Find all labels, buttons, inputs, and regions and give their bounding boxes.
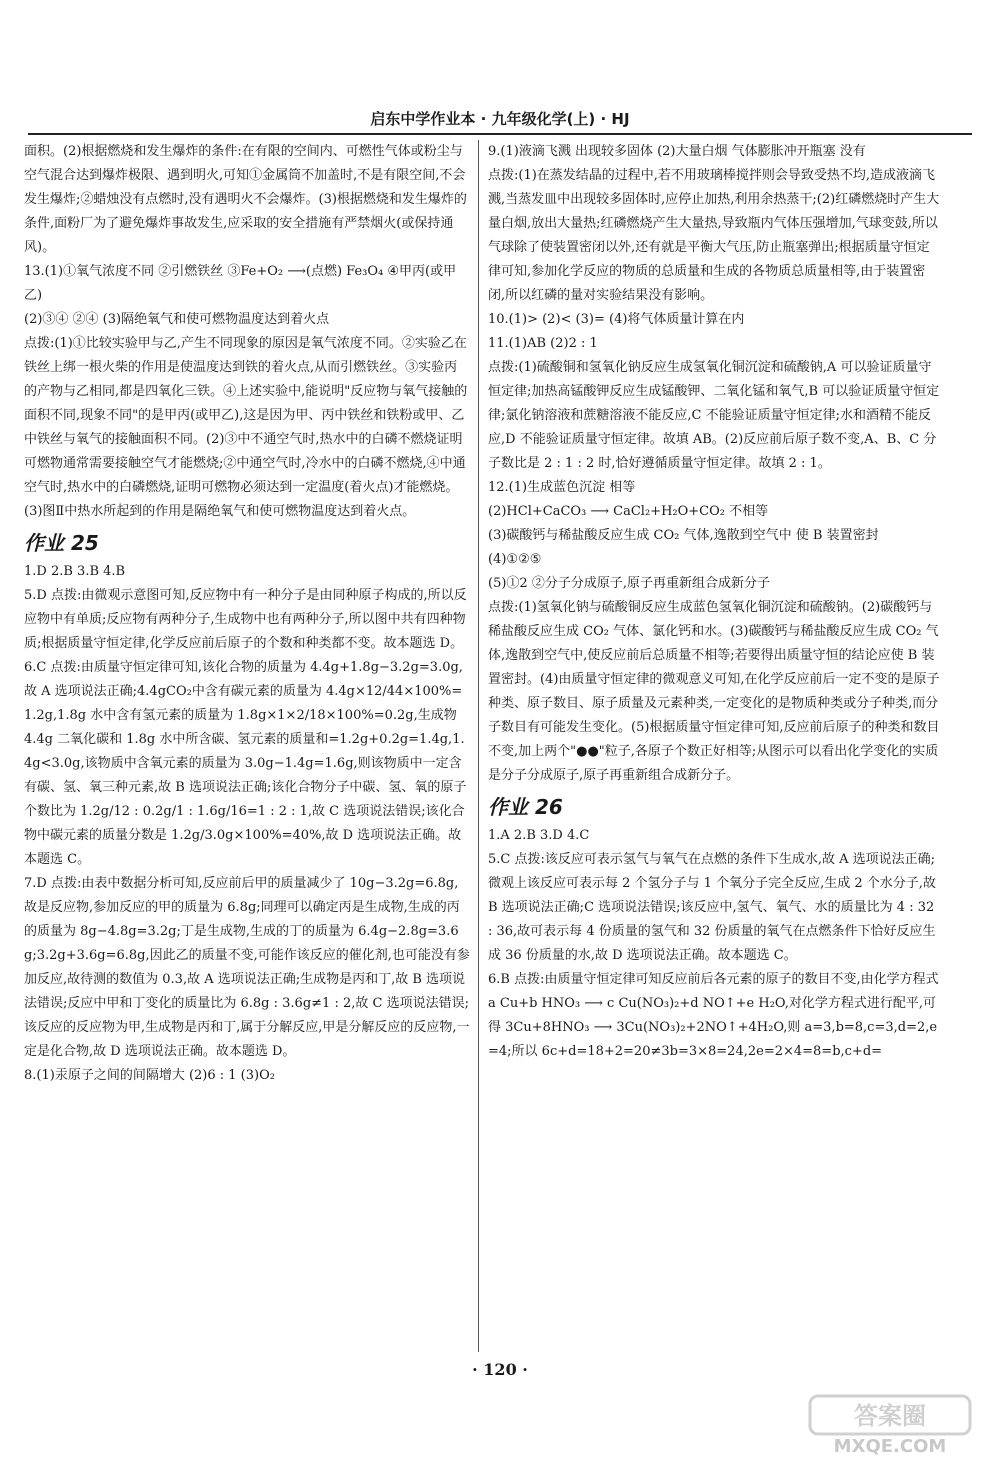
answer-paragraph: 6.B 点拨:由质量守恒定律可知反应前后各元素的原子的数目不变,由化学方程式 a Cu+b HNO₃ ⟶ c Cu(NO₃)₂+d NO↑+e H₂O,对化学方程式进行配平,可得 3Cu+8HNO₃ ⟶ 3Cu(NO₃)₂+2NO↑+4H₂O,则 a=3,b=8,c=3,d=2,e=4;所以 6c+d=18+2=20≠3b=3×8=24,2e=2×4=8=b,c+d= — [488, 972, 939, 1059]
answer-paragraph: 6.C 点拨:由质量守恒定律可知,该化合物的质量为 4.4g+1.8g−3.2g=3.0g,故 A 选项说法正确;4.4gCO₂中含有碳元素的质量为 4.4g×12/44×100%=1.2g,1.8g 水中含有氢元素的质量为 1.8g×1×2/18×100%=0.2g,生成物 4.4g 二氧化碳和 1.8g 水中所含碳、氢元素的质量和=1.2g+0.2g=1.4g,1.4g<3.0g,该物质中含氧元素的质量为 3.0g−1.4g=1.6g,则该物质中一定含有碳、氢、氧三种元素,故 B 选项说法正确;该化合物分子中碳、氢、氧的原子个数比为 1.2g/12 : 0.2g/1 : 1.6g/16=1 : 2 : 1,故 C 选项说法错误;该化合物中碳元素的质量分数是 1.2g/3.0g×100%=40%,故 D 选项说法正确。故本题选 C。 — [24, 660, 467, 867]
answer-paragraph: 点拨:(1)①比较实验甲与乙,产生不同现象的原因是氧气浓度不同。②实验乙在铁丝上绑一根火柴的作用是使温度达到铁的着火点,从而引燃铁丝。③实验丙的产物与乙相同,都是四氧化三铁。④上述实验中,能说明"反应物与氧气接触的面积不同,现象不同"的是甲丙(或甲乙),这是因为甲、丙中铁丝和铁粉或甲、乙中铁丝与氧气的接触面积不同。(2)③中不通空气时,热水中的白磷不燃烧证明可燃物通常需要接触空气才能燃烧;②中通空气时,冷水中的白磷不燃烧,④中通空气时,热水中的白磷燃烧,证明可燃物必须达到一定温度(着火点)才能燃烧。(3)图Ⅱ中热水所起到的作用是隔绝氧气和使可燃物温度达到着火点。 — [24, 336, 468, 519]
answer-paragraph: 9.(1)液滴飞溅 出现较多固体 (2)大量白烟 气体膨胀冲开瓶塞 没有 — [488, 144, 866, 159]
watermark-url: MXQE.COM — [833, 1436, 947, 1457]
answer-paragraph: 1.A 2.B 3.D 4.C — [488, 828, 590, 843]
answer-paragraph: 点拨:(1)硫酸铜和氢氧化钠反应生成氢氧化铜沉淀和硫酸钠,A 可以验证质量守恒定律;加热高锰酸钾反应生成锰酸钾、二氧化锰和氧气,B 可以验证质量守恒定律;氯化钠溶液和蔗糖溶液不能反应,C 不能验证质量守恒定律;水和酒精不能反应,D 不能验证质量守恒定律。故填 AB。(2)反应前后原子数不变,A、B、C 分子数比是 2 : 1 : 2 时,恰好遵循质量守恒定律。故填 2 : 1。 — [488, 360, 940, 471]
answer-paragraph: 5.C 点拨:该反应可表示氢气与氧气在点燃的条件下生成水,故 A 选项说法正确;微观上该反应可表示每 2 个氢分子与 1 个氧分子完全反应,生成 2 个水分子,故 B 选项说法正确;C 选项说法错误;该反应中,氢气、氧气、水的质量比为 4 : 32 : 36,故可表示每 4 份质量的氢气和 32 份质量的氧气在点燃条件下恰好反应生成 36 份质量的水,故 D 选项说法正确。故本题选 C。 — [488, 852, 936, 963]
answer-paragraph: 7.D 点拨:由表中数据分析可知,反应前后甲的质量减少了 10g−3.2g=6.8g,故是反应物,参加反应的甲的质量为 6.8g;同理可以确定丙是生成物,生成的丙的质量为 8g−4.8g=3.2g;丁是生成物,生成的丁的质量为 6.4g−2.8g=3.6g;3.2g+3.6g=6.8g,因此乙的质量不变,可能作该反应的催化剂,也可能没有参加反应,故待测的数值为 0.3,故 A 选项说法正确;生成物是丙和丁,故 B 选项说法错误;反应中甲和丁变化的质量比为 6.8g : 3.6g≠1 : 2,故 C 选项说法错误;该反应的反应物为甲,生成物是丙和丁,属于分解反应,甲是分解反应的反应物,一定是化合物,故 D 选项说法正确。故本题选 D。 — [24, 876, 470, 1059]
section-title: 作业 25 — [24, 531, 99, 555]
answer-paragraph: 点拨:(1)氢氧化钠与硫酸铜反应生成蓝色氢氧化铜沉淀和硫酸钠。(2)碳酸钙与稀盐酸反应生成 CO₂ 气体、氯化钙和水。(3)碳酸钙与稀盐酸反应生成 CO₂ 气体,逸散到空气中,使反应前后总质量不相等;若要得出质量守恒的结论应使 B 装置密封。(4)由质量守恒定律的微观意义可知,在化学反应前后一定不变的是原子种类、原子数目、原子质量及元素种类,一定变化的是物质种类或分子种类,而分子数目有可能发生变化。(5)根据质量守恒定律可知,反应前后原子的种类和数目不变,加上两个"●●"粒子,各原子个数正好相等;从图示可以看出化学变化的实质是分子分成原子,原子再重新组合成新分子。 — [488, 600, 940, 783]
answer-paragraph: 12.(1)生成蓝色沉淀 相等 — [488, 480, 636, 495]
answer-paragraph: 8.(1)汞原子之间的间隔增大 (2)6 : 1 (3)O₂ — [24, 1068, 275, 1083]
answer-paragraph: 面积。(2)根据燃烧和发生爆炸的条件:在有限的空间内、可燃性气体或粉尘与空气混合达到爆炸极限、遇到明火,可知①金属筒不加盖时,不是有限空间,不会发生爆炸;②蜡烛没有点燃时,没有遇明火不会爆炸。(3)根据燃烧和发生爆炸的条件,面粉厂为了避免爆炸事故发生,应采取的安全措施有严禁烟火(或保持通风)。 — [24, 144, 467, 255]
column-divider — [478, 140, 479, 1352]
answer-paragraph: 10.(1)> (2)< (3)= (4)将气体质量计算在内 — [488, 312, 745, 327]
answer-paragraph: 1.D 2.B 3.B 4.B — [24, 564, 126, 579]
watermark — [800, 1392, 980, 1458]
answer-paragraph: (2)HCl+CaCO₃ ⟶ CaCl₂+H₂O+CO₂ 不相等 — [488, 504, 769, 519]
answer-paragraph: (4)①②⑤ — [488, 552, 542, 567]
answer-paragraph: 11.(1)AB (2)2 : 1 — [488, 336, 598, 351]
section-title: 作业 26 — [488, 795, 563, 819]
running-header: 启东中学作业本 · 九年级化学(上) · HJ — [370, 110, 630, 128]
watermark-logo-icon — [800, 1392, 980, 1438]
page-number: · 120 · — [472, 1360, 528, 1379]
answer-paragraph: (2)③④ ②④ (3)隔绝氧气和使可燃物温度达到着火点 — [24, 312, 330, 327]
answer-paragraph: (5)①2 ②分子分成原子,原子再重新组合成新分子 — [488, 576, 770, 591]
answer-paragraph: (3)碳酸钙与稀盐酸反应生成 CO₂ 气体,逸散到空气中 使 B 装置密封 — [488, 528, 879, 543]
watermark-logo-text: 答案圈 — [854, 1402, 926, 1430]
answer-paragraph: 5.D 点拨:由微观示意图可知,反应物中有一种分子是由同种原子构成的,所以反应物中有单质;反应物有两种分子,生成物中也有两种分子,所以图中共有四种物质;根据质量守恒定律,化学反应前后原子的个数和种类都不变。故本题选 D。 — [24, 588, 467, 651]
answer-paragraph: 13.(1)①氧气浓度不同 ②引燃铁丝 ③Fe+O₂ ⟶(点燃) Fe₃O₄ ④甲丙(或甲乙) — [24, 264, 457, 303]
header-rule — [28, 133, 972, 135]
left-column — [24, 140, 470, 1088]
answer-paragraph: 点拨:(1)在蒸发结晶的过程中,若不用玻璃棒搅拌则会导致受热不均,造成液滴飞溅,当蒸发皿中出现较多固体时,应停止加热,利用余热蒸干;(2)红磷燃烧时产生大量白烟,放出大量热;红磷燃烧产生大量热,导致瓶内气体压强增加,气球变鼓,所以气球除了使装置密闭以外,还有就是平衡大气压,防止瓶塞弹出;根据质量守恒定律可知,参加化学反应的物质的总质量和生成的各物质总质量相等,由于装置密闭,所以红磷的量对实验结果没有影响。 — [488, 168, 940, 303]
right-column — [488, 140, 940, 1064]
